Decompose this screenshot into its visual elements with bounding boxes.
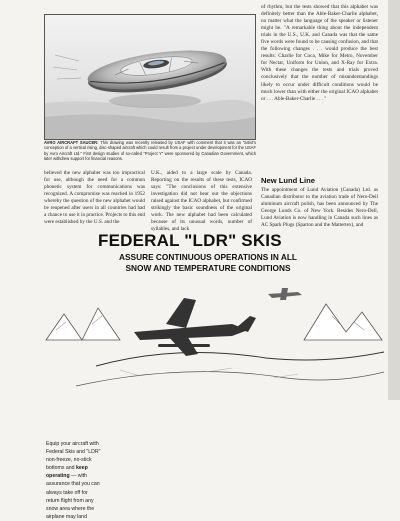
article-column-3 bbox=[261, 4, 378, 103]
saucer-illustration bbox=[45, 15, 255, 139]
article-paragraph: of rhythm, but the tests showed that this alphabet was definitely better than the Able-Baker-Charlie alphabet, no matter what the language of the speaker or listener might be. "A remarkable thing about the independent trials in the U.S., U.K. and Canada was that the same five words were found to be causing confusion, and that the following changes . . . would produce the best results: Charlie for Coca, Mike for Metro, November for Nectar, Uniform for Union, and X-Ray for Extra. With these changes the tests and trials proved conclusively that the number of misunderstandings likely to occur under difficult conditions would be much lower than with either the original ICAO alphabet or . . . Able-Baker-Charlie . . . " bbox=[261, 4, 378, 102]
avro-saucer-figure bbox=[44, 14, 256, 140]
article-paragraph: believed the new alphabet was too impractical for use, although the need for a common phonetic system for communications was recognized. A compromise was reached in 1952 whereby the question of the new alphabet would be reopened after users in all countries had had a chance to use it in practice. Projects to this end were established by the U.S. and the bbox=[44, 170, 145, 226]
article-column-1 bbox=[44, 170, 145, 226]
article-paragraph: U.K., aided to a large scale by Canada. Reporting on the results of these tests, ICAO says: "The conclusions of this extensive investigation did not bear out the objections raised against the ICAO alphabet, but confirmed strikingly the basic soundness of the original work. The new alphabet had been calculated because of its unusual words, number of syllables, and lack bbox=[151, 170, 252, 233]
ad-subheadline-2: SNOW AND TEMPERATURE CONDITIONS bbox=[125, 263, 291, 273]
page-binding-edge bbox=[388, 0, 400, 400]
article-column-4 bbox=[261, 187, 378, 229]
article-column-2 bbox=[151, 170, 252, 233]
ad-body-emphasis: keep operating bbox=[46, 465, 88, 480]
ad-body-copy bbox=[46, 440, 102, 521]
article-paragraph: The appointment of Lund Aviation (Canada) Ltd. as Canadian distributor to the aviation trade of Nero-Dell aluminum aircraft polish, has been announced by The George Lunds Co. of New York. Besides Nero-Dell, Lund Aviation is now handling in Canada such lines as AC Spark Plugs (Sparton and the Mattertex), and bbox=[261, 187, 378, 229]
ad-body-end: — with assurance that you can always take off for return flight from any snow area where the airplane may land bbox=[46, 473, 100, 520]
ad-subheadline-1: ASSURE CONTINUOUS OPERATIONS IN ALL bbox=[119, 252, 297, 262]
ad-headline: FEDERAL "LDR" SKIS bbox=[98, 231, 282, 250]
caption-label: AVRO AIRCRAFT SAUCER: bbox=[44, 140, 99, 145]
federal-skis-advertisement bbox=[0, 228, 388, 520]
ski-plane-illustration bbox=[36, 274, 386, 398]
section-heading: New Lund Line bbox=[261, 176, 315, 185]
ad-body-start: Equip your aircraft with Federal Skis and "LDR" non-freeze, no-stick bottoms and bbox=[46, 441, 101, 472]
caption-text: This drawing was recently released by USAF with comment that it was an "artist's conception of a vertical rising, disc-shaped aircraft which could result from a project under development for the USAF by Avro Aircraft Ltd." First design studies of so-called "Project Y" were sponsored by Canadian Government, which later withdrew support for financial reasons. bbox=[44, 140, 256, 161]
figure-caption bbox=[44, 140, 256, 161]
